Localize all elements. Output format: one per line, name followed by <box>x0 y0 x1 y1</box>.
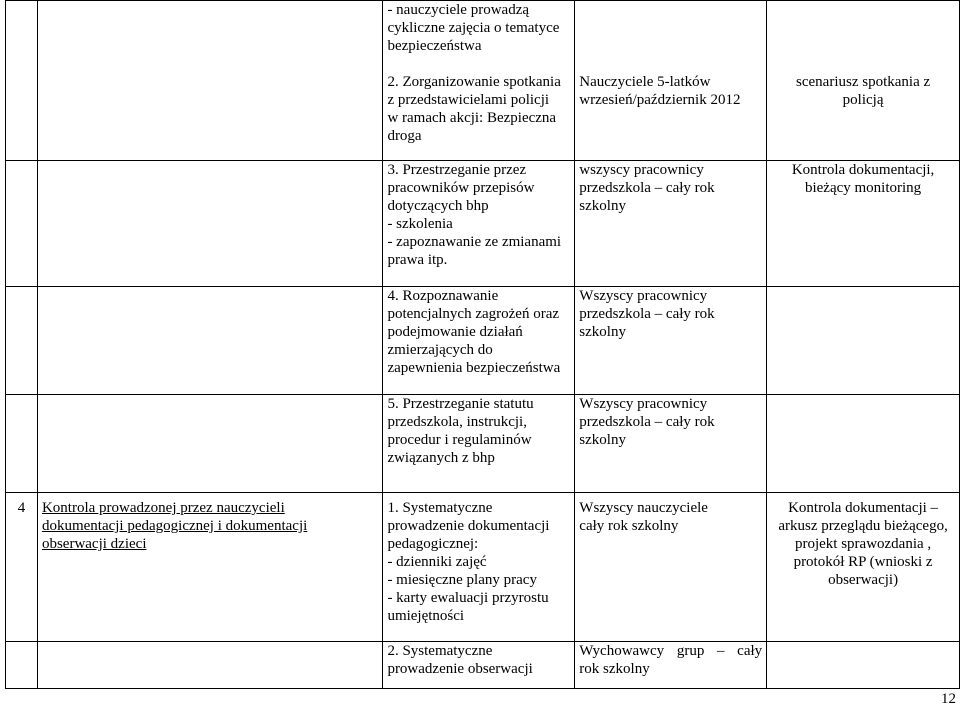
monitoring-cell <box>767 287 960 395</box>
area-cell: Kontrola prowadzonej przez nauczycieli dokumentacji pedagogicznej i dokumentacji obserwacji dzieci <box>37 493 382 642</box>
number-cell <box>6 395 38 493</box>
number-cell: 4 <box>6 493 38 642</box>
number-cell <box>6 161 38 287</box>
monitoring-cell <box>767 642 960 689</box>
page-number: 12 <box>941 691 956 707</box>
area-cell <box>37 1 382 161</box>
responsible-cell: Wychowawcy grup – cały rok szkolny <box>575 642 767 689</box>
schedule-table <box>5 0 960 689</box>
table-row <box>6 161 960 287</box>
table-row <box>6 493 960 642</box>
area-cell <box>37 642 382 689</box>
table-row <box>6 287 960 395</box>
task-cell: - nauczyciele prowadzą cykliczne zajęcia o tematyce bezpieczeństwa 2. Zorganizowanie spotkania z przedstawicielami policji w ramach akcji: Bezpieczna droga <box>383 1 575 161</box>
task-cell: 1. Systematyczne prowadzenie dokumentacji pedagogicznej: - dzienniki zajęć - miesięczne plany pracy - karty ewaluacji przyrostu umiejętności <box>383 493 575 642</box>
number-cell <box>6 1 38 161</box>
monitoring-cell: Kontrola dokumentacji, bieżący monitoring <box>767 161 960 287</box>
number-cell <box>6 287 38 395</box>
table-row <box>6 395 960 493</box>
area-cell <box>37 395 382 493</box>
monitoring-cell <box>767 395 960 493</box>
task-cell: 4. Rozpoznawanie potencjalnych zagrożeń oraz podejmowanie działań zmierzających do zapewnienia bezpieczeństwa <box>383 287 575 395</box>
task-cell: 3. Przestrzeganie przez pracowników przepisów dotyczących bhp - szkolenia - zapoznawanie ze zmianami prawa itp. <box>383 161 575 287</box>
responsible-cell: Nauczyciele 5-latków wrzesień/październik 2012 <box>575 1 767 161</box>
area-cell <box>37 287 382 395</box>
responsible-cell: Wszyscy pracownicy przedszkola – cały rok szkolny <box>575 287 767 395</box>
table-row <box>6 1 960 161</box>
task-cell: 5. Przestrzeganie statutu przedszkola, instrukcji, procedur i regulaminów związanych z bhp <box>383 395 575 493</box>
task-cell: 2. Systematyczne prowadzenie obserwacji <box>383 642 575 689</box>
monitoring-cell: Kontrola dokumentacji – arkusz przeglądu bieżącego, projekt sprawozdania , protokół RP (wnioski z obserwacji) <box>767 493 960 642</box>
responsible-cell: wszyscy pracownicy przedszkola – cały rok szkolny <box>575 161 767 287</box>
monitoring-cell: scenariusz spotkania z policją <box>767 1 960 161</box>
area-cell <box>37 161 382 287</box>
table-row <box>6 642 960 689</box>
responsible-cell: Wszyscy nauczyciele cały rok szkolny <box>575 493 767 642</box>
responsible-cell: Wszyscy pracownicy przedszkola – cały rok szkolny <box>575 395 767 493</box>
number-cell <box>6 642 38 689</box>
